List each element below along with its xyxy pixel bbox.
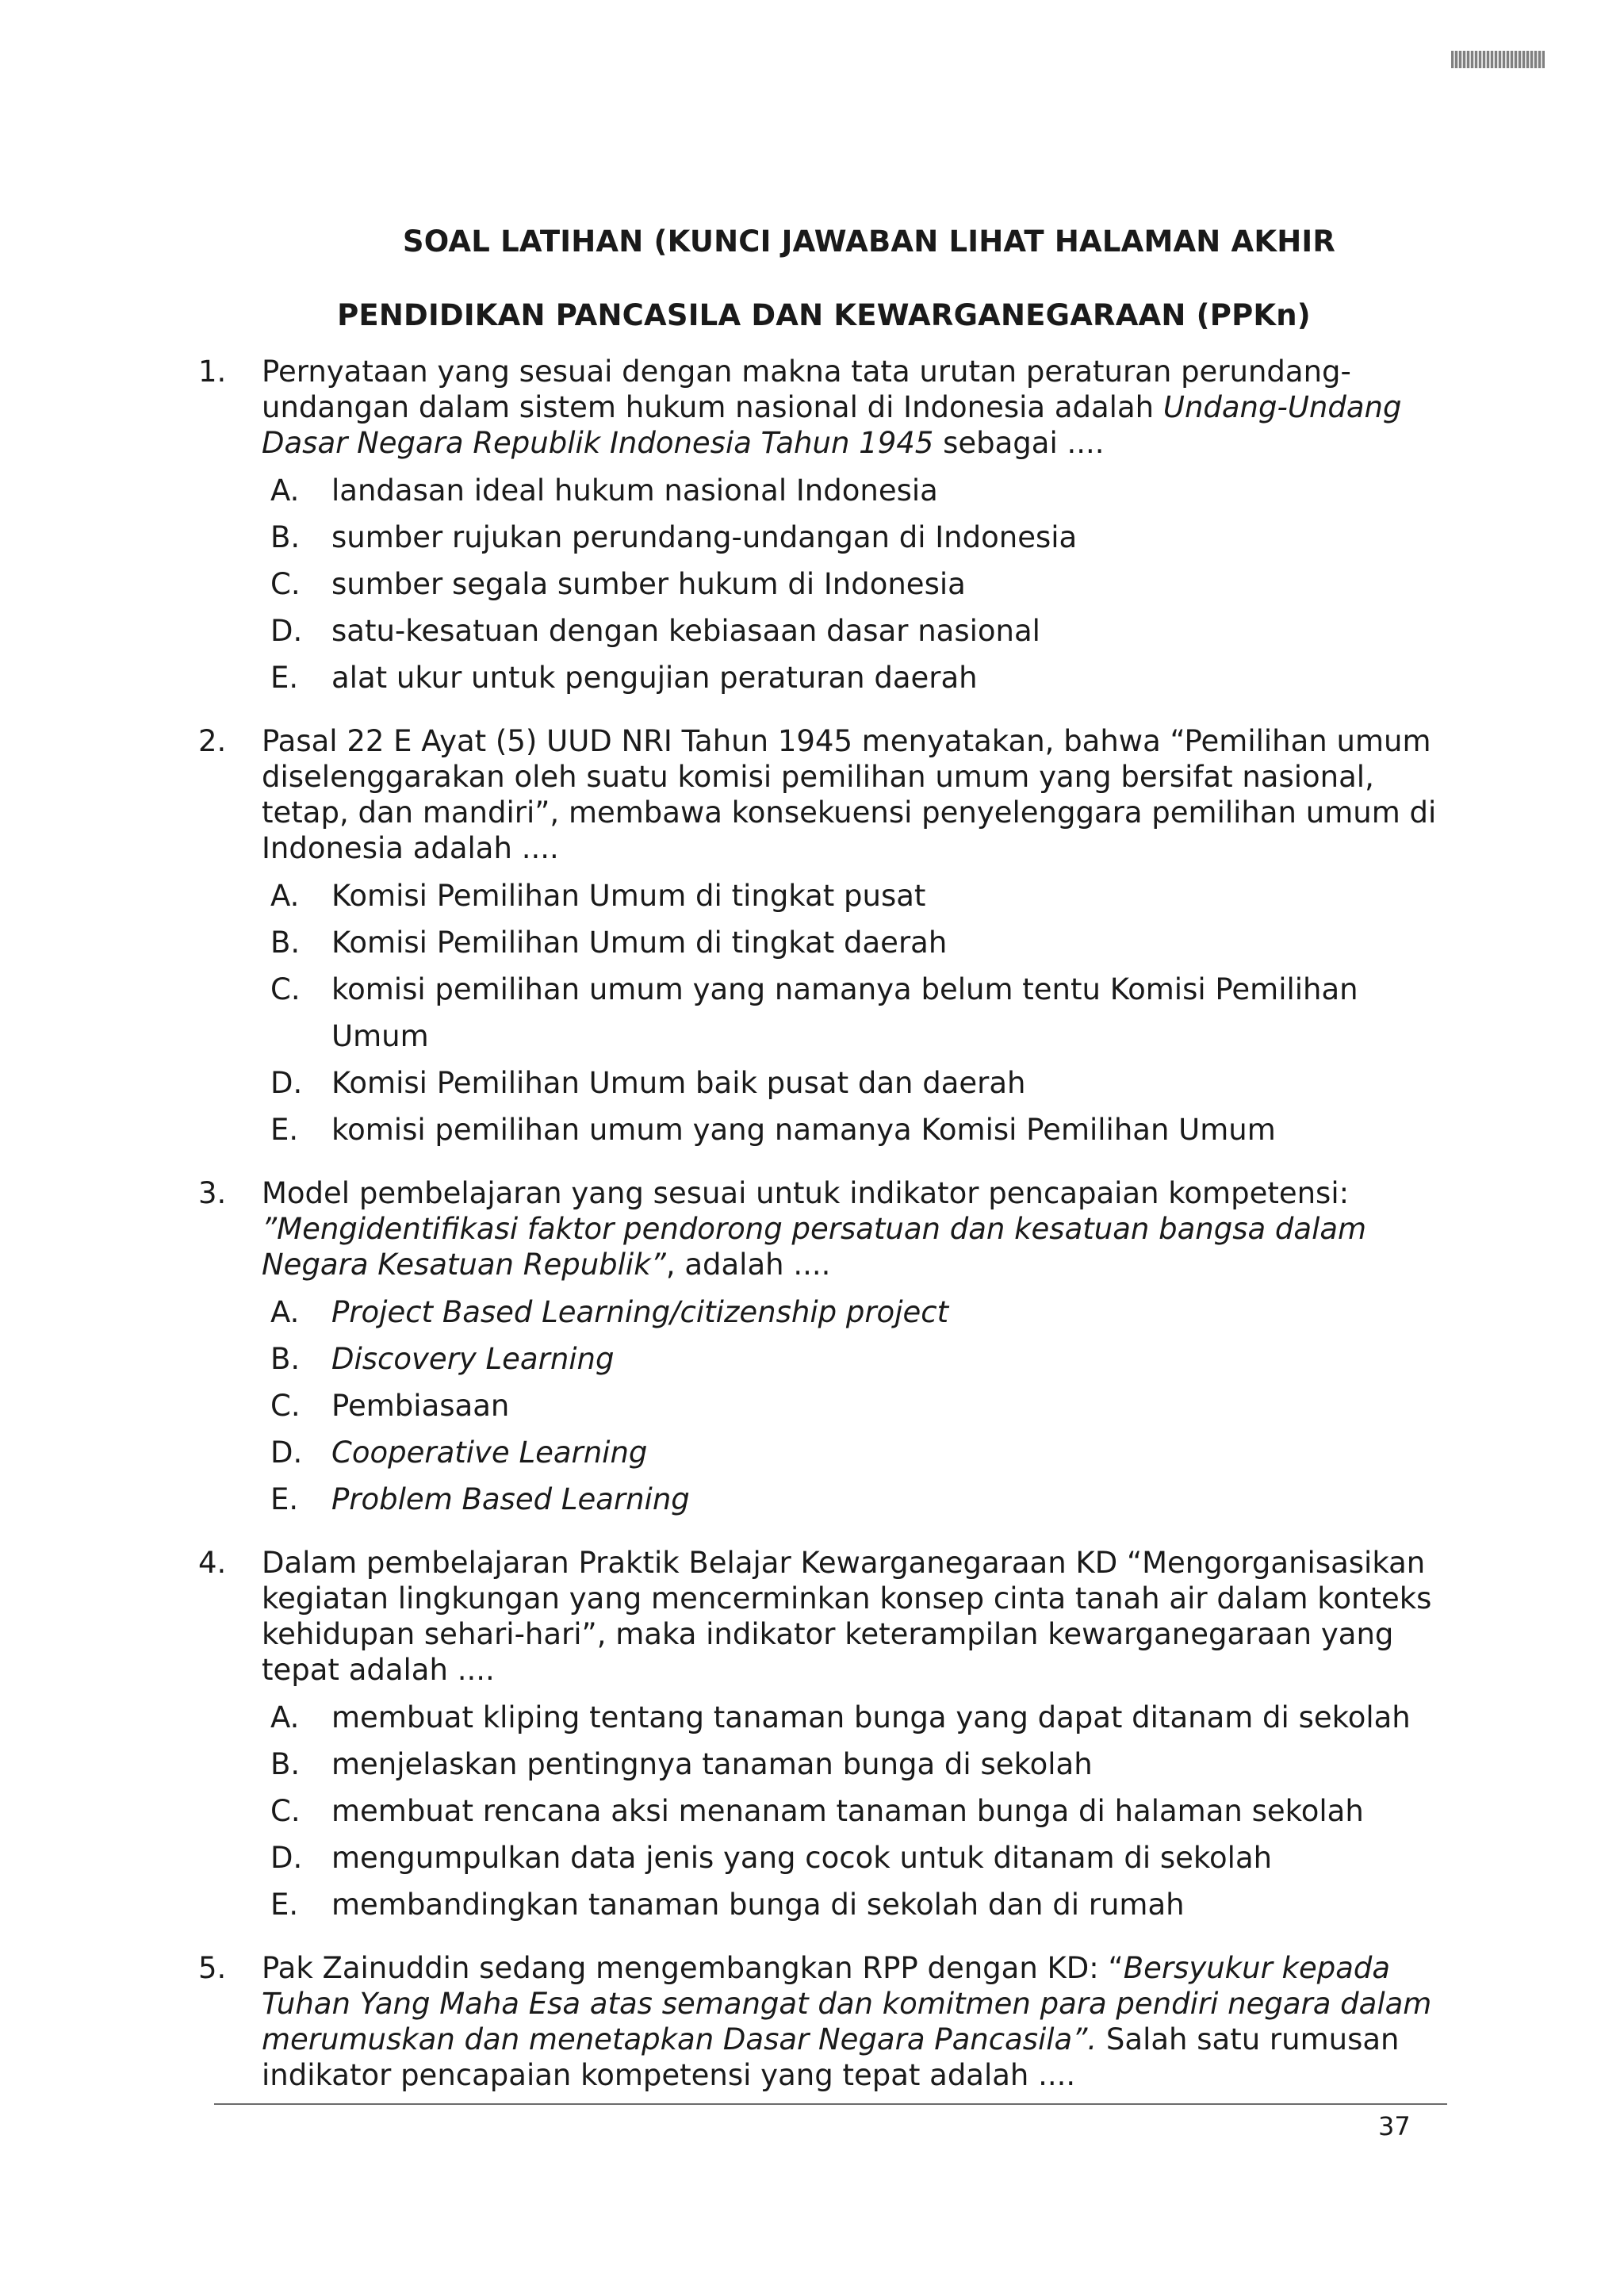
question-item [198, 1175, 1443, 1523]
question-stem-segment: Pasal 22 E Ayat (5) UUD NRI Tahun 1945 menyatakan, bahwa “Pemilihan umum diselenggarakan oleh suatu komisi pemilihan umum yang bersifat nasional, tetap, dan mandiri”, membawa konsekuensi penyelenggara pemilihan umum di Indonesia adalah .... [262, 724, 1437, 865]
option-text: Komisi Pemilihan Umum baik pusat dan daerah [331, 1066, 1026, 1100]
answer-option [262, 561, 1443, 608]
option-text: Komisi Pemilihan Umum di tingkat pusat [331, 879, 926, 913]
answer-option [262, 1106, 1443, 1153]
answer-option [262, 1741, 1443, 1788]
watermark-text [1451, 51, 1452, 52]
option-letter: B. [270, 1747, 301, 1781]
question-number: 4. [198, 1546, 227, 1580]
option-letter: C. [270, 972, 301, 1006]
option-text: komisi pemilihan umum yang namanya belum tentu Komisi Pemilihan Umum [331, 972, 1358, 1053]
option-letter: C. [270, 1794, 301, 1828]
option-letter: B. [270, 926, 301, 960]
question-item [198, 723, 1443, 1153]
question-stem-segment: sebagai .... [933, 426, 1105, 460]
option-letter: D. [270, 1841, 303, 1875]
watermark-stamp [1451, 51, 1545, 68]
answer-option [262, 1289, 1443, 1336]
answer-options [262, 1289, 1443, 1523]
page-title-line-2: PENDIDIKAN PANCASILA DAN KEWARGANEGARAAN (PPKn) [337, 298, 1311, 332]
answer-option [262, 514, 1443, 561]
option-text: sumber segala sumber hukum di Indonesia [331, 567, 966, 601]
question-item [198, 354, 1443, 701]
answer-option [262, 1788, 1443, 1834]
option-letter: C. [270, 1389, 301, 1423]
option-letter: E. [270, 1482, 299, 1516]
answer-option [262, 654, 1443, 701]
option-letter: B. [270, 520, 301, 554]
option-text: membuat rencana aksi menanam tanaman bunga di halaman sekolah [331, 1794, 1364, 1828]
answer-options [262, 872, 1443, 1153]
option-text: satu-kesatuan dengan kebiasaan dasar nasional [331, 614, 1040, 648]
question-item [198, 1545, 1443, 1928]
answer-options [262, 467, 1443, 701]
question-stem [262, 1545, 1443, 1688]
option-text: Cooperative Learning [331, 1435, 648, 1470]
option-text: Pembiasaan [331, 1389, 510, 1423]
option-text: Komisi Pemilihan Umum di tingkat daerah [331, 926, 948, 960]
option-text: landasan ideal hukum nasional Indonesia [331, 473, 938, 508]
option-letter: A. [270, 879, 300, 913]
answer-option [262, 1429, 1443, 1476]
answer-option [262, 966, 1443, 1060]
answer-option [262, 1834, 1443, 1881]
question-number: 1. [198, 355, 227, 389]
option-text: Discovery Learning [331, 1342, 615, 1376]
option-letter: A. [270, 473, 300, 508]
option-letter: C. [270, 567, 301, 601]
answer-option [262, 1881, 1443, 1928]
question-stem-segment: Pernyataan yang sesuai dengan makna tata urutan peraturan perundang-undangan dalam sistem hukum nasional di Indonesia adalah [262, 355, 1351, 424]
answer-option [262, 1476, 1443, 1523]
answer-option [262, 872, 1443, 919]
answer-option [262, 467, 1443, 514]
question-stem-segment: ”Mengidentifikasi faktor pendorong persatuan dan kesatuan bangsa dalam Negara Kesatuan Republik” [262, 1212, 1367, 1282]
option-letter: E. [270, 1113, 299, 1147]
option-letter: D. [270, 614, 303, 648]
question-number: 3. [198, 1176, 227, 1210]
answer-option [262, 919, 1443, 966]
question-stem-segment: Model pembelajaran yang sesuai untuk indikator pencapaian kompetensi: [262, 1176, 1350, 1210]
answer-option [262, 1060, 1443, 1106]
question-stem [262, 1950, 1443, 2093]
answer-option [262, 1336, 1443, 1382]
question-stem-segment: Bersyukur kepada Tuhan Yang Maha Esa atas semangat dan komitmen para pendiri negara dalam merumuskan dan menetapkan Dasar Negara Pancasila”. [262, 1951, 1432, 2056]
option-letter: E. [270, 1888, 299, 1922]
option-text: membandingkan tanaman bunga di sekolah dan di rumah [331, 1888, 1185, 1922]
question-stem-segment: Dalam pembelajaran Praktik Belajar Kewarganegaraan KD “Mengorganisasikan kegiatan lingkungan yang mencerminkan konsep cinta tanah air dalam konteks kehidupan sehari-hari”, maka indikator keterampilan kewarganegaraan yang tepat adalah .... [262, 1546, 1432, 1687]
footer-divider [214, 2103, 1447, 2105]
question-stem-segment: Undang-Undang Dasar Negara Republik Indonesia Tahun 1945 [262, 390, 1402, 460]
question-stem [262, 723, 1443, 866]
answer-options [262, 1694, 1443, 1928]
question-number: 5. [198, 1951, 227, 1985]
question-stem [262, 354, 1443, 461]
option-letter: D. [270, 1435, 303, 1470]
option-text: Project Based Learning/citizenship project [331, 1295, 949, 1329]
question-list [198, 354, 1443, 2093]
option-text: membuat kliping tentang tanaman bunga yang dapat ditanam di sekolah [331, 1700, 1411, 1734]
option-letter: E. [270, 661, 299, 695]
option-text: menjelaskan pentingnya tanaman bunga di sekolah [331, 1747, 1093, 1781]
question-stem-segment: , adalah .... [665, 1248, 831, 1282]
option-text: alat ukur untuk pengujian peraturan daerah [331, 661, 978, 695]
question-stem-segment: Pak Zainuddin sedang mengembangkan RPP dengan KD: “ [262, 1951, 1124, 1985]
answer-option [262, 1382, 1443, 1429]
option-letter: A. [270, 1295, 300, 1329]
option-text: Problem Based Learning [331, 1482, 690, 1516]
option-text: mengumpulkan data jenis yang cocok untuk ditanam di sekolah [331, 1841, 1273, 1875]
question-number: 2. [198, 724, 227, 758]
page-number: 37 [1378, 2111, 1411, 2141]
option-text: sumber rujukan perundang-undangan di Indonesia [331, 520, 1078, 554]
question-stem-segment: Salah satu rumusan indikator pencapaian kompetensi yang tepat adalah .... [262, 2022, 1400, 2092]
page-title-line-1: SOAL LATIHAN (KUNCI JAWABAN LIHAT HALAMAN AKHIR [402, 224, 1336, 259]
option-text: komisi pemilihan umum yang namanya Komisi Pemilihan Umum [331, 1113, 1276, 1147]
question-item [198, 1950, 1443, 2093]
option-letter: D. [270, 1066, 303, 1100]
option-letter: B. [270, 1342, 301, 1376]
question-stem [262, 1175, 1443, 1282]
answer-option [262, 1694, 1443, 1741]
answer-option [262, 608, 1443, 654]
option-letter: A. [270, 1700, 300, 1734]
